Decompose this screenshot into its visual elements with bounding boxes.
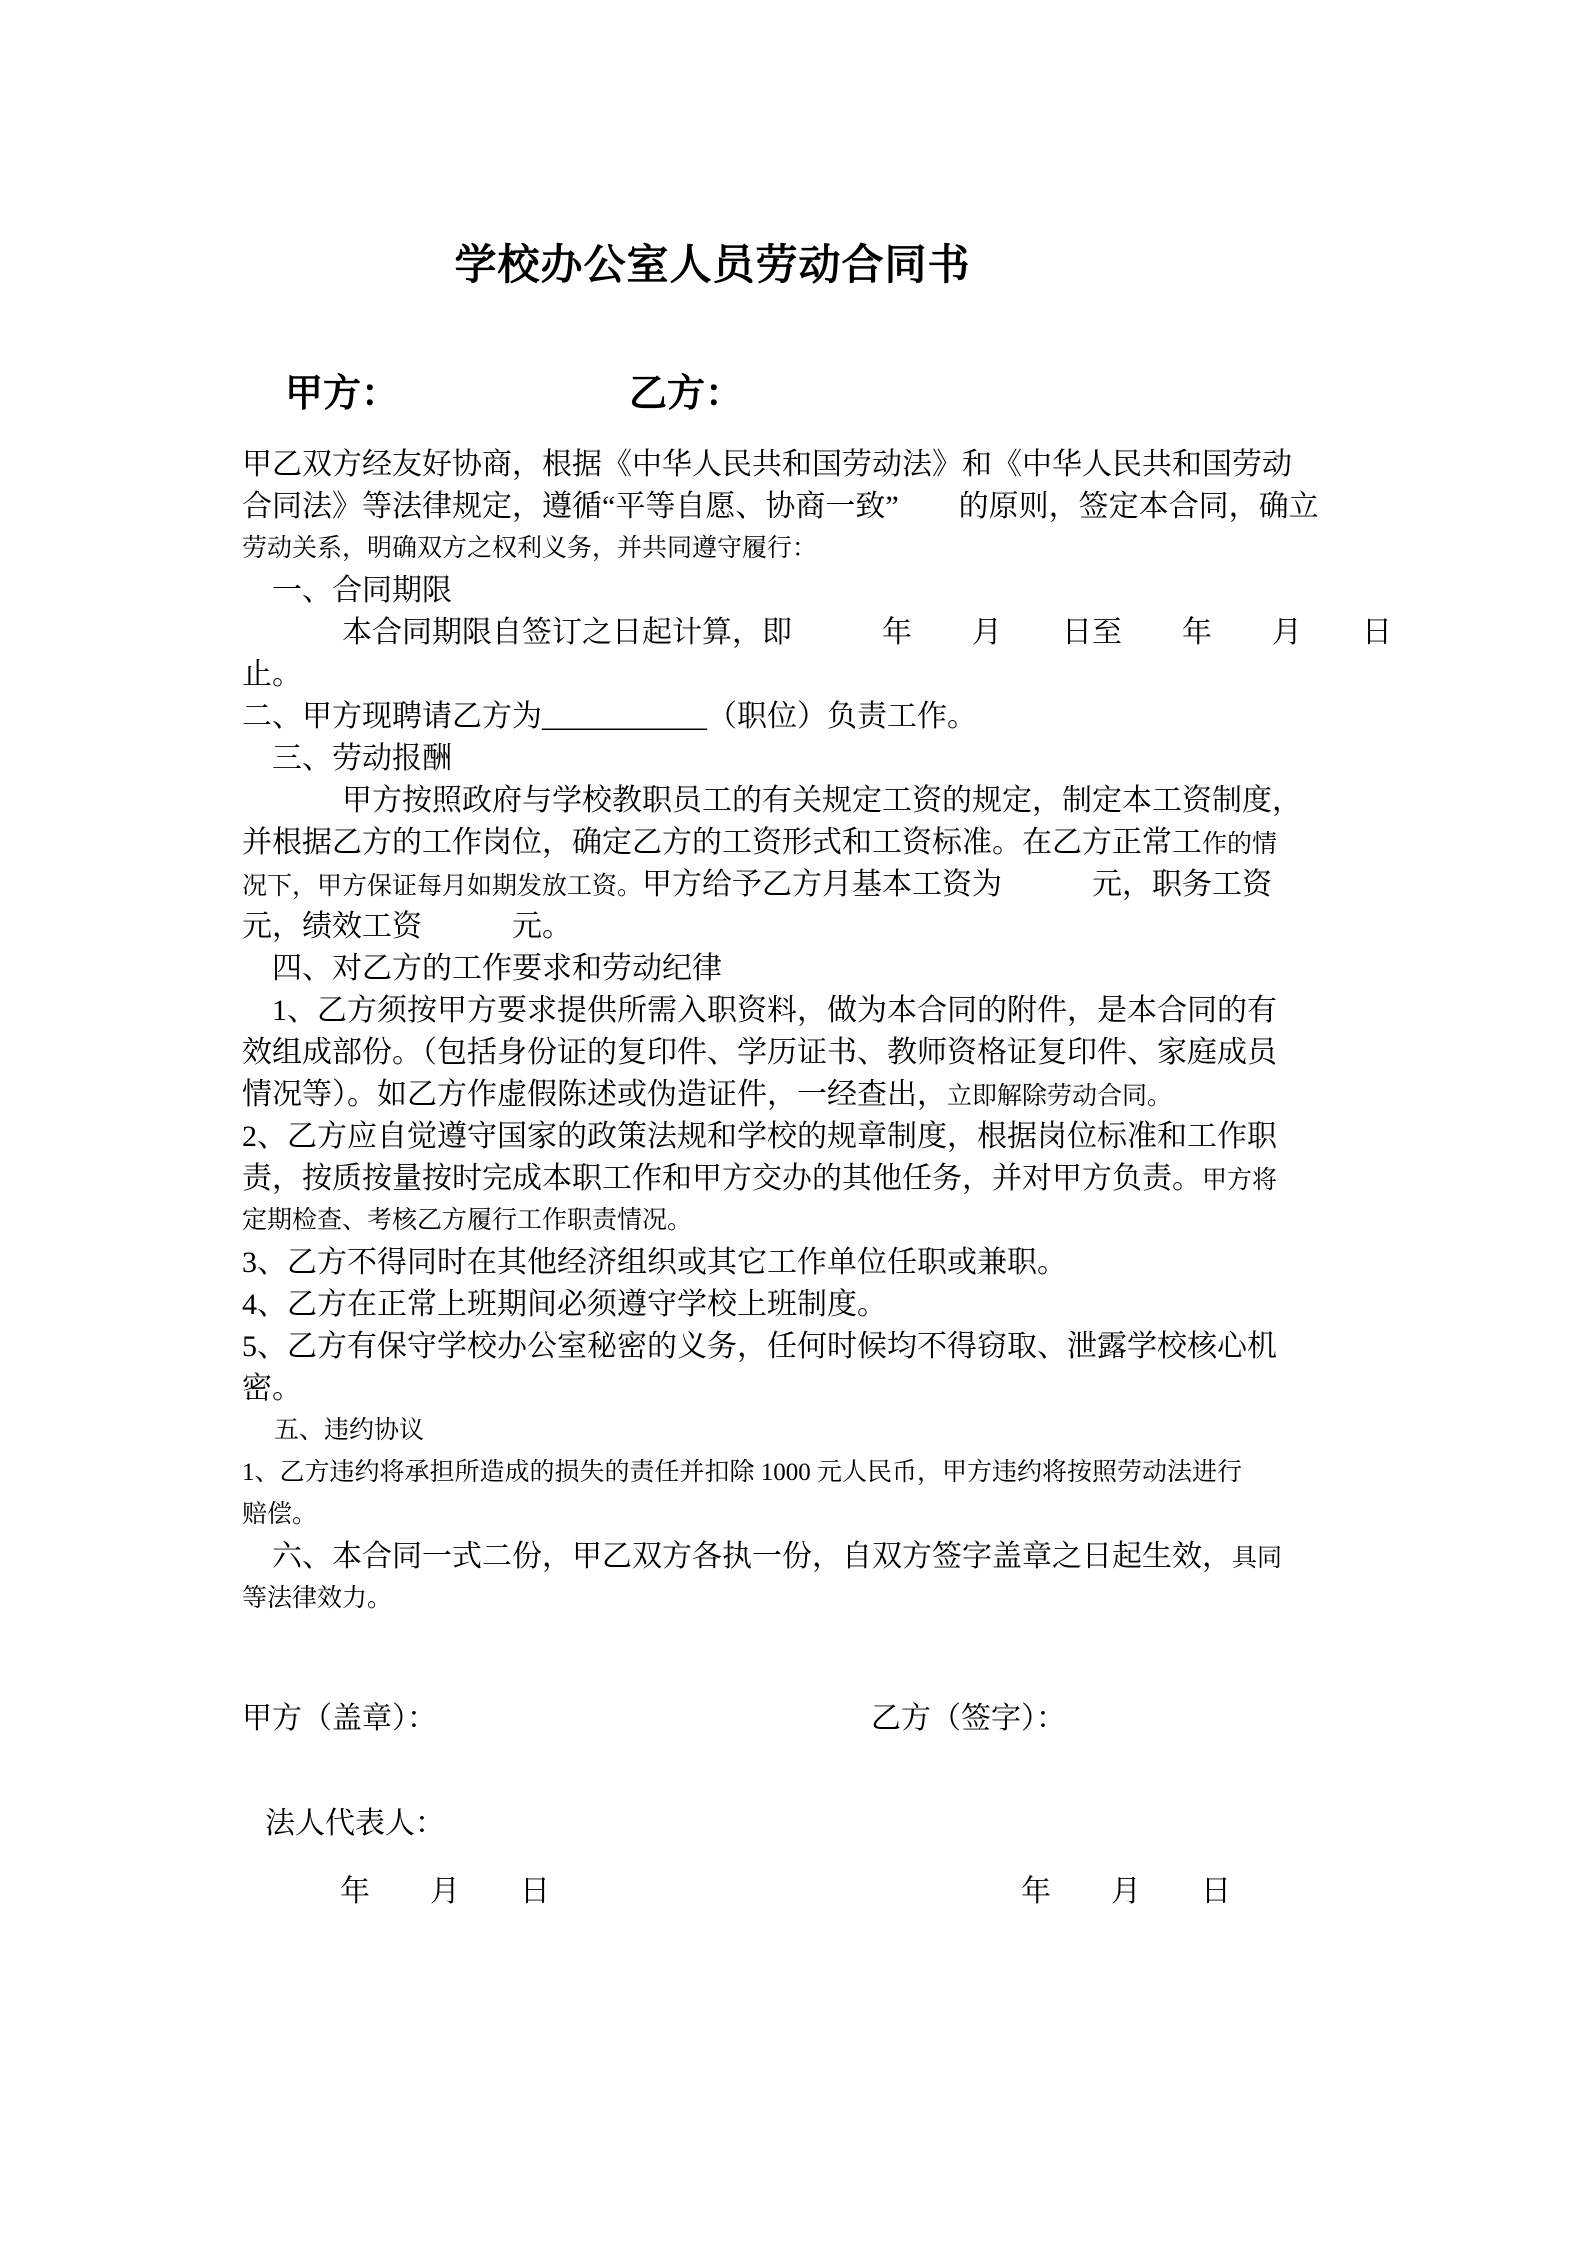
- text-segment: 立即解除劳动合同。: [947, 1083, 1173, 1110]
- text-segment: 甲乙双方经友好协商，根据《中华人民共和国劳动法》和《中华人民共和国劳动: [242, 448, 1292, 481]
- text-segment: 1、乙方违约将承担所造成的损失的责任并扣除 1000 元人民币，甲方违约将按照劳动法进行: [242, 1459, 1243, 1486]
- contract-line: [242, 1284, 1372, 1326]
- text-segment: 三、劳动报酬: [272, 742, 452, 775]
- contract-line: [242, 528, 1372, 570]
- date-row: [0, 1866, 1587, 1910]
- text-segment: 合同法》等法律规定，遵循“平等自愿、协商一致” 的原则，签定本合同，确立: [242, 490, 1319, 523]
- text-segment: 3、乙方不得同时在其他经济组织或其它工作单位任职或兼职。: [242, 1246, 1067, 1279]
- contract-line: [242, 906, 1372, 948]
- text-segment: 五、违约协议: [274, 1417, 425, 1444]
- contract-line: [242, 654, 1372, 696]
- text-segment: 密。: [242, 1372, 302, 1405]
- party-jia-label: 甲方：: [285, 373, 400, 415]
- contract-line: [242, 1494, 1372, 1536]
- contract-line: [242, 780, 1372, 822]
- jia-seal-label: 甲方（盖章）：: [242, 1702, 437, 1735]
- contract-line: [242, 738, 1372, 780]
- text-segment: 等法律效力。: [242, 1585, 393, 1612]
- signature-row: [0, 1693, 1587, 1737]
- page-title: 学校办公室人员劳动合同书: [454, 241, 971, 288]
- text-segment: 甲方给予乙方月基本工资为 元，职务工资: [642, 868, 1273, 901]
- text-segment: 责，按质按量按时完成本职工作和甲方交办的其他任务，并对甲方负责。: [242, 1162, 1202, 1195]
- date-right-label: 年 月 日: [1021, 1875, 1231, 1908]
- text-segment: 甲方按照政府与学校教职员工的有关规定工资的规定，制定本工资制度，: [342, 784, 1302, 817]
- contract-line: [242, 1242, 1372, 1284]
- text-segment: 一、合同期限: [272, 574, 452, 607]
- text-segment: 赔偿。: [242, 1501, 318, 1528]
- contract-line: [242, 822, 1372, 864]
- party-line: [0, 362, 1587, 415]
- text-segment: 止。: [242, 658, 302, 691]
- contract-line: [242, 696, 1372, 738]
- contract-line: [242, 486, 1372, 528]
- text-segment: 定期检查、考核乙方履行工作职责情况。: [242, 1207, 693, 1234]
- text-segment: 4、乙方在正常上班期间必须遵守学校上班制度。: [242, 1288, 887, 1321]
- text-segment: 甲方将: [1202, 1167, 1278, 1194]
- contract-line: [242, 444, 1372, 486]
- text-segment: 元，绩效工资 元。: [242, 910, 572, 943]
- text-segment: 作的情: [1202, 831, 1278, 858]
- text-segment: 本合同期限自签订之日起计算，即 年 月 日至 年 月 日: [342, 616, 1392, 649]
- text-segment: 并根据乙方的工作岗位，确定乙方的工资形式和工资标准。在乙方正常工: [242, 826, 1202, 859]
- party-yi-label: 乙方：: [629, 373, 744, 415]
- contract-line: [242, 1326, 1372, 1368]
- contract-line: [242, 1200, 1372, 1242]
- yi-sign-label: 乙方（签字）：: [871, 1702, 1066, 1735]
- contract-line: [242, 1536, 1372, 1578]
- contract-line: [242, 1452, 1372, 1494]
- contract-line: [242, 1578, 1372, 1620]
- contract-line: [242, 570, 1372, 612]
- contract-line: [242, 990, 1372, 1032]
- contract-body: [242, 444, 1392, 1620]
- text-segment: 四、对乙方的工作要求和劳动纪律: [272, 952, 722, 985]
- date-left-label: 年 月 日: [340, 1875, 550, 1908]
- text-segment: 二、甲方现聘请乙方为___________（职位）负责工作。: [242, 700, 977, 733]
- contract-line: [242, 864, 1372, 906]
- contract-line: [242, 1074, 1372, 1116]
- contract-line: [242, 1410, 1372, 1452]
- text-segment: 2、乙方应自觉遵守国家的政策法规和学校的规章制度，根据岗位标准和工作职: [242, 1120, 1277, 1153]
- contract-line: [242, 612, 1392, 654]
- contract-line: [242, 1158, 1372, 1200]
- contract-line: [242, 1368, 1372, 1410]
- legal-rep-label: 法人代表人：: [265, 1807, 445, 1840]
- text-segment: 具同: [1232, 1545, 1283, 1572]
- contract-line: [242, 1116, 1372, 1158]
- text-segment: 1、乙方须按甲方要求提供所需入职资料，做为本合同的附件，是本合同的有: [272, 994, 1277, 1027]
- text-segment: 情况等）。如乙方作虚假陈述或伪造证件，一经查出，: [242, 1078, 947, 1111]
- text-segment: 效组成部份。（包括身份证的复印件、学历证书、教师资格证复印件、家庭成员: [242, 1036, 1277, 1069]
- contract-line: [242, 1032, 1372, 1074]
- text-segment: 5、乙方有保守学校办公室秘密的义务，任何时候均不得窃取、泄露学校核心机: [242, 1330, 1277, 1363]
- text-segment: 六、本合同一式二份，甲乙双方各执一份，自双方签字盖章之日起生效，: [272, 1540, 1232, 1573]
- text-segment: 劳动关系，明确双方之权利义务，并共同遵守履行：: [242, 535, 818, 562]
- contract-line: [242, 948, 1372, 990]
- text-segment: 况下，甲方保证每月如期发放工资。: [242, 873, 643, 900]
